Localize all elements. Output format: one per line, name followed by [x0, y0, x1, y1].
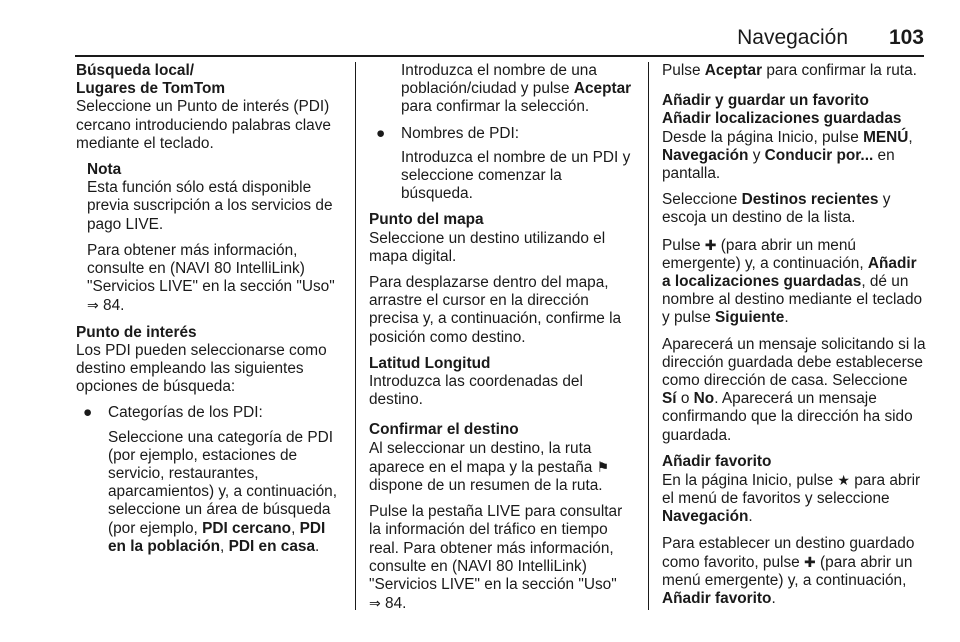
paragraph: Para desplazarse dentro del mapa, arrastre el cursor en la dirección precisa y, a continuación, confirme la posición como destino. — [369, 274, 622, 346]
page-reference-icon: ⇒ — [369, 595, 381, 612]
column-2 — [369, 62, 633, 621]
list-item: ● Categorías de los PDI: — [83, 404, 263, 422]
page-number: 103 — [888, 26, 924, 49]
paragraph: Para establecer un destino guardado como favorito, pulse ✚ (para abrir un menú emergente) y, a continuación, Añadir favorito. — [662, 534, 915, 608]
note-paragraph: Esta función sólo está disponible previa suscripción a los servicios de pago LIVE. — [87, 179, 333, 233]
paragraph: Introduzca las coordenadas del destino. — [369, 373, 583, 409]
column-divider — [648, 62, 649, 610]
paragraph: Al seleccionar un destino, la ruta aparece en el mapa y la pestaña ⚑ dispone de un resumen de la ruta. — [369, 439, 610, 495]
paragraph: Pulse ✚ (para abrir un menú emergente) y, a continuación, Añadir a localizaciones guardadas, dé un nombre al destino mediante el teclado y pulse Siguiente. — [662, 236, 923, 327]
paragraph: Seleccione Destinos recientes y escoja un destino de la lista. — [662, 191, 891, 227]
header-title: Navegación — [737, 26, 848, 49]
section-heading: Punto del mapa — [369, 211, 484, 229]
column-divider — [355, 62, 356, 610]
section-heading: Búsqueda local/ — [76, 62, 195, 79]
section-heading: Añadir y guardar un favorito — [662, 92, 869, 110]
list-item-text: Introduzca el nombre de un PDI y seleccione comenzar la búsqueda. — [401, 148, 631, 203]
page-header — [0, 0, 960, 52]
list-item: ● Nombres de PDI: — [376, 124, 520, 142]
section-heading: Punto de interés — [76, 323, 197, 341]
section-heading: Confirmar el destino — [369, 421, 519, 439]
note-paragraph: Para obtener más información, consulte en (NAVI 80 IntelliLink) "Servicios LIVE" en la sección "Uso" ⇒ 84. — [87, 241, 335, 315]
bullet-icon: ● — [376, 124, 386, 142]
list-item-text: Introduzca el nombre de una población/ciudad y pulse Aceptar para confirmar la selección. — [401, 62, 632, 116]
paragraph: Seleccione un destino utilizando el mapa digital. — [369, 229, 606, 265]
plus-icon: ✚ — [804, 553, 816, 570]
plus-icon: ✚ — [704, 236, 717, 253]
note-box — [87, 161, 340, 316]
section-heading: Añadir localizaciones guardadas — [662, 110, 902, 128]
paragraph: Pulse la pestaña LIVE para consultar la información del tráfico en tiempo real. Para obtener más información, consulte en (NAVI 80 IntelliLink) "Servicios LIVE" en la sección "Uso" ⇒ 84. — [369, 503, 623, 613]
paragraph: Pulse Aceptar para confirmar la ruta. — [662, 62, 917, 79]
paragraph: Seleccione un Punto de interés (PDI) cercano introduciendo palabras clave mediante el teclado. — [76, 98, 331, 152]
section-heading: Lugares de TomTom — [76, 80, 226, 98]
section-heading: Añadir favorito — [662, 452, 772, 470]
flag-icon: ⚑ — [596, 458, 610, 475]
section-heading: Latitud Longitud — [369, 354, 491, 372]
paragraph: Desde la página Inicio, pulse MENÚ, Navegación y Conducir por... en pantalla. — [662, 128, 913, 183]
bullet-icon: ● — [83, 404, 93, 422]
paragraph: Los PDI pueden seleccionarse como destino empleando las siguientes opciones de búsqueda: — [76, 341, 327, 396]
header-rule — [75, 55, 924, 57]
note-title: Nota — [87, 161, 122, 179]
list-item-text: Seleccione una categoría de PDI (por ejemplo, estaciones de servicio, restaurantes, aparcamientos) y, a continuación, seleccione un área de búsqueda (por ejemplo, PDI cercano, PDI en la población, PDI en casa. — [108, 428, 337, 555]
column-3 — [662, 62, 926, 616]
paragraph: Aparecerá un mensaje solicitando si la dirección guardada debe establecerse como dirección de casa. Seleccione Sí o No. Aparecerá un mensaje confirmando que la dirección ha sido guardada. — [662, 335, 926, 444]
page-reference-icon: ⇒ — [87, 297, 99, 314]
paragraph: En la página Inicio, pulse ★ para abrir el menú de favoritos y seleccione Navegación. — [662, 472, 921, 526]
column-1 — [76, 62, 340, 564]
star-icon: ★ — [837, 472, 850, 489]
